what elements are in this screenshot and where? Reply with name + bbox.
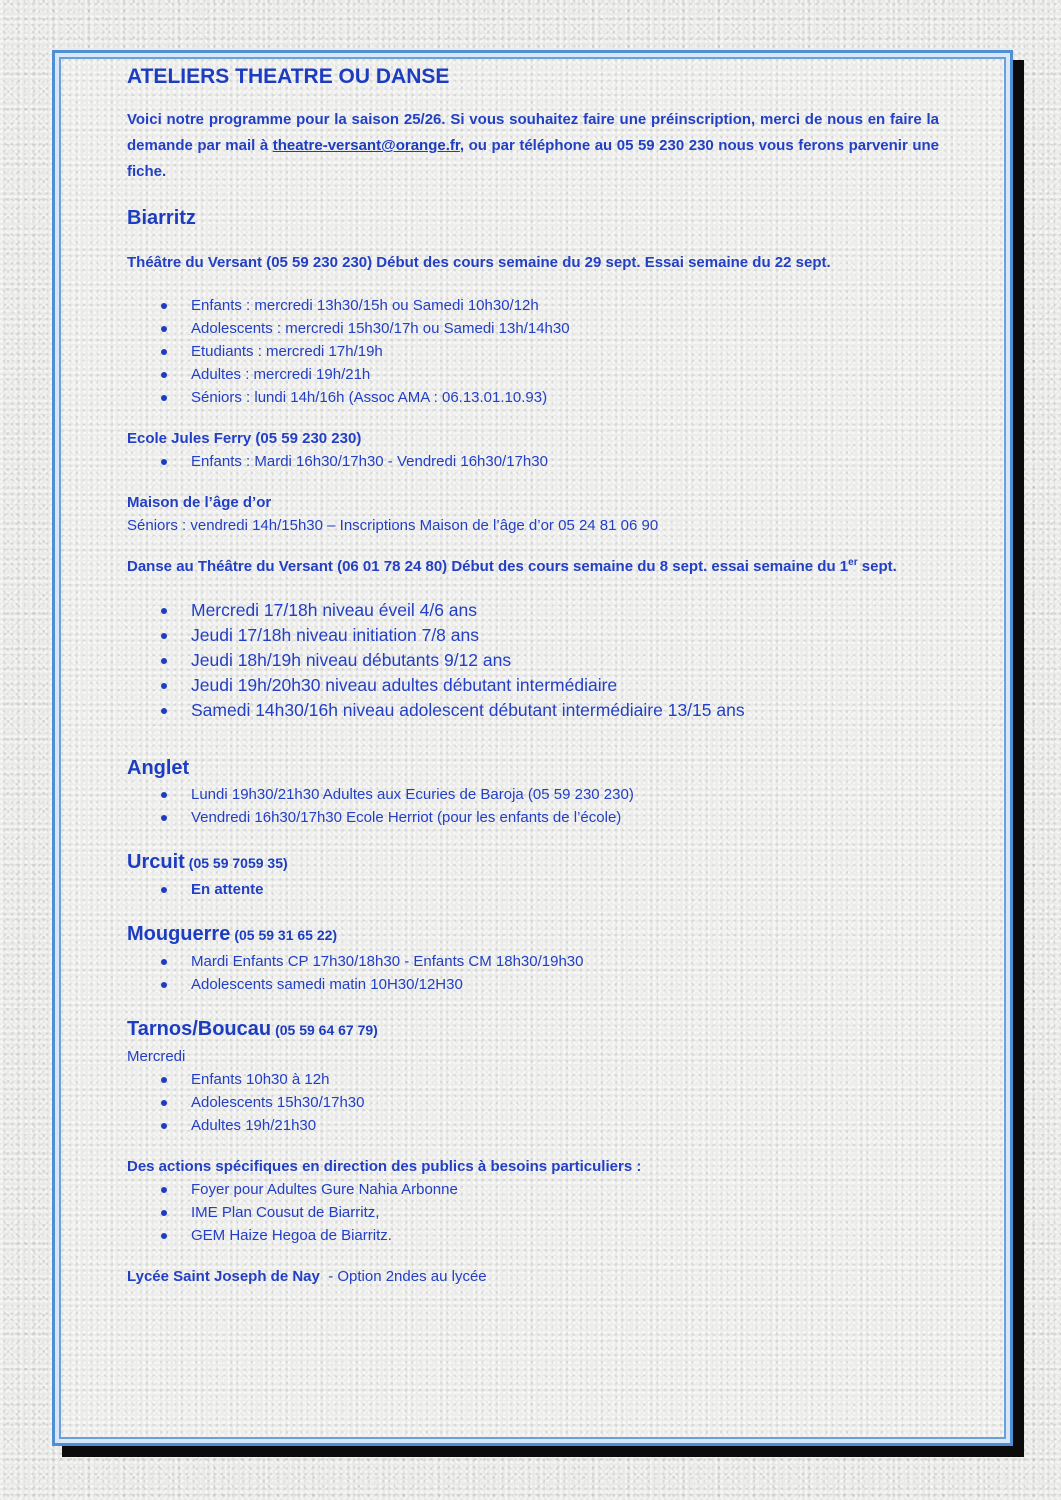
danse-list bbox=[127, 598, 939, 723]
mouguerre-list bbox=[127, 950, 939, 996]
list-item: En attente bbox=[191, 878, 939, 901]
page-title: ATELIERS THEATRE OU DANSE bbox=[127, 65, 450, 88]
city-name: Mouguerre bbox=[127, 923, 231, 945]
intro-text-start: Voici notre programme pour la saison 25/26. Si vous souhaitez faire une préinscription, merci de nous en faire la demande par mail à bbox=[127, 111, 939, 154]
lycee-option: - Option 2ndes au lycée bbox=[319, 1268, 487, 1285]
list-item: GEM Haize Hegoa de Biarritz. bbox=[191, 1224, 939, 1247]
list-item: Enfants : Mardi 16h30/17h30 - Vendredi 16h30/17h30 bbox=[191, 450, 939, 473]
city-heading-biarritz: Biarritz bbox=[127, 207, 196, 229]
lycee-name: Lycée Saint Joseph de Nay bbox=[127, 1268, 320, 1285]
age-dor-text: Séniors : vendredi 14h/15h30 – Inscriptions Maison de l’âge d’or 05 24 81 06 90 bbox=[127, 517, 659, 534]
city-heading-mouguerre bbox=[127, 919, 939, 950]
lycee-line bbox=[127, 1265, 939, 1288]
document-content bbox=[127, 60, 939, 1288]
tarnos-list bbox=[127, 1068, 939, 1137]
theatre-versant-list bbox=[127, 294, 939, 409]
danse-heading-superscript: er bbox=[848, 557, 858, 568]
email-link[interactable]: theatre-versant@orange.fr bbox=[272, 137, 460, 154]
list-item: Samedi 14h30/16h niveau adolescent débutant intermédiaire 13/15 ans bbox=[191, 698, 939, 723]
phone-number: (05 59 64 67 79) bbox=[275, 1022, 378, 1038]
intro-paragraph bbox=[127, 107, 939, 185]
tarnos-day: Mercredi bbox=[127, 1048, 186, 1065]
city-heading-tarnos-boucau bbox=[127, 1014, 939, 1045]
jules-ferry-heading: Ecole Jules Ferry (05 59 230 230) bbox=[127, 430, 362, 447]
phone-number: (05 59 31 65 22) bbox=[234, 927, 338, 943]
phone-number: (05 59 7059 35) bbox=[188, 855, 288, 871]
list-item: Enfants : mercredi 13h30/15h ou Samedi 10h30/12h bbox=[191, 294, 939, 317]
city-heading-anglet: Anglet bbox=[127, 757, 190, 779]
list-item: Jeudi 17/18h niveau initiation 7/8 ans bbox=[191, 623, 939, 648]
list-item: Enfants 10h30 à 12h bbox=[191, 1068, 939, 1091]
list-item: Jeudi 18h/19h niveau débutants 9/12 ans bbox=[191, 648, 939, 673]
actions-list bbox=[127, 1178, 939, 1247]
city-name: Tarnos/Boucau bbox=[127, 1018, 272, 1040]
list-item: IME Plan Cousut de Biarritz, bbox=[191, 1201, 939, 1224]
list-item: Adultes 19h/21h30 bbox=[191, 1114, 939, 1137]
list-item: Mardi Enfants CP 17h30/18h30 - Enfants CM 18h30/19h30 bbox=[191, 950, 939, 973]
list-item: Vendredi 16h30/17h30 Ecole Herriot (pour les enfants de l’école) bbox=[191, 806, 939, 829]
intro-text-end: , ou par téléphone au 05 59 230 230 nous vous ferons parvenir une fiche. bbox=[127, 137, 939, 180]
urcuit-list bbox=[127, 878, 939, 901]
city-name: Urcuit bbox=[127, 851, 185, 873]
list-item: Adolescents 15h30/17h30 bbox=[191, 1091, 939, 1114]
list-item: Foyer pour Adultes Gure Nahia Arbonne bbox=[191, 1178, 939, 1201]
list-item: Jeudi 19h/20h30 niveau adultes débutant intermédiaire bbox=[191, 673, 939, 698]
list-item: Adultes : mercredi 19h/21h bbox=[191, 363, 939, 386]
list-item: Adolescents samedi matin 10H30/12H30 bbox=[191, 973, 939, 996]
danse-heading-end: sept. bbox=[857, 558, 897, 575]
list-item: Mercredi 17/18h niveau éveil 4/6 ans bbox=[191, 598, 939, 623]
list-item: Séniors : lundi 14h/16h (Assoc AMA : 06.13.01.10.93) bbox=[191, 386, 939, 409]
jules-ferry-list bbox=[127, 450, 939, 473]
list-item: Lundi 19h30/21h30 Adultes aux Ecuries de Baroja (05 59 230 230) bbox=[191, 783, 939, 806]
actions-heading: Des actions spécifiques en direction des publics à besoins particuliers : bbox=[127, 1158, 642, 1175]
danse-heading-text: Danse au Théâtre du Versant (06 01 78 24 80) Début des cours semaine du 8 sept. essai semaine du 1 bbox=[127, 558, 849, 575]
list-item: Adolescents : mercredi 15h30/17h ou Samedi 13h/14h30 bbox=[191, 317, 939, 340]
list-item: Etudiants : mercredi 17h/19h bbox=[191, 340, 939, 363]
age-dor-heading: Maison de l’âge d’or bbox=[127, 494, 272, 511]
city-heading-urcuit bbox=[127, 847, 939, 878]
theatre-versant-heading: Théâtre du Versant (05 59 230 230) Début des cours semaine du 29 sept. Essai semaine du 22 sept. bbox=[127, 254, 831, 271]
anglet-list bbox=[127, 783, 939, 829]
danse-heading bbox=[127, 555, 939, 578]
